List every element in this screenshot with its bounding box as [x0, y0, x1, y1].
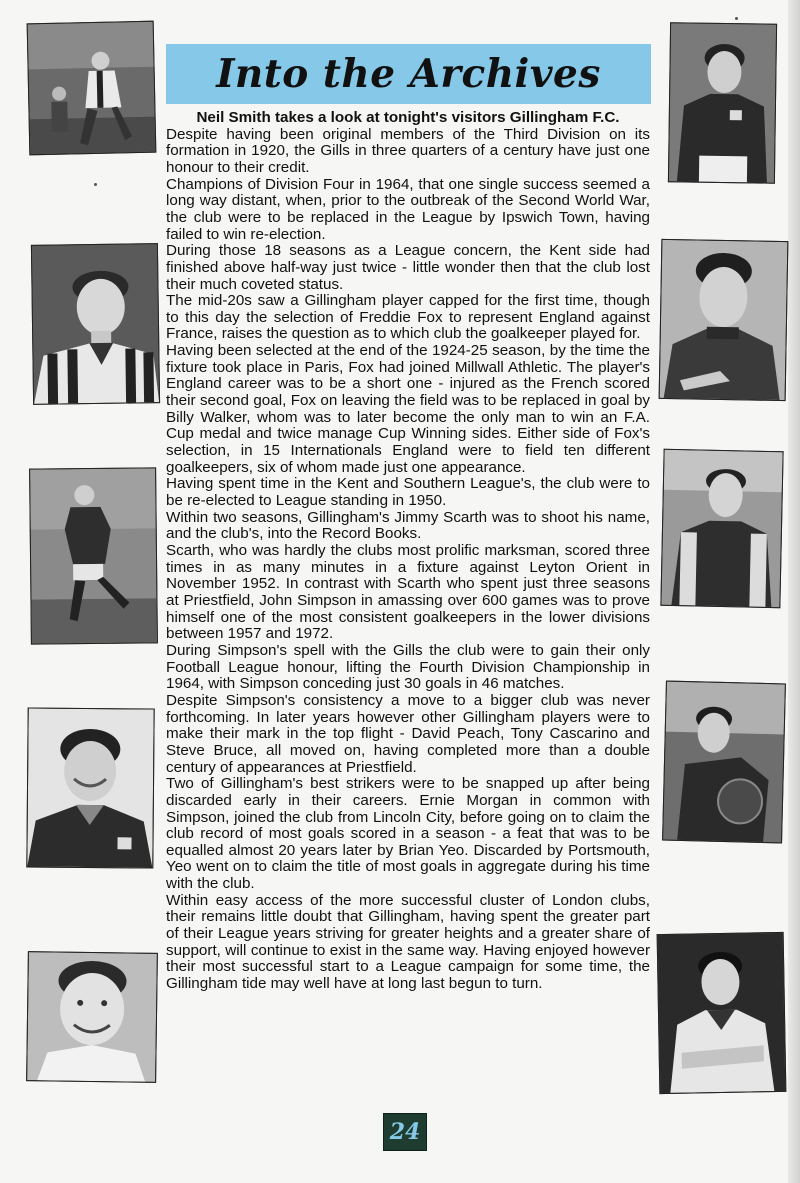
article-paragraph: Within easy access of the more successful cluster of London clubs, their remains little doubt that Gillingham, having spent the greater part of their League years striving for greater heights and a greater share of support, will continue to exist in the same way. Having enjoyed however their most successful start to a League campaign for some time, the Gillingham tide may well have at long last begun to turn. — [166, 891, 650, 993]
player-photo-striped-shirt — [31, 243, 160, 405]
player-photo-arms-folded — [657, 932, 787, 1094]
player-photo-stadium — [660, 449, 783, 608]
article-paragraph: During Simpson's spell with the Gills the club were to gain their only Football League honour, lifting the Fourth Division Championship in 1964, with Simpson conceding just 30 goals in 46 matches. — [166, 641, 650, 693]
player-photo-sweater — [659, 239, 789, 401]
article-body — [166, 110, 650, 993]
player-photo-smiling — [26, 707, 154, 868]
title-banner — [166, 44, 651, 104]
player-photo-action — [27, 21, 157, 156]
article-paragraph: Having spent time in the Kent and Southern League's, the club were to be re-elected to League standing in 1950. — [166, 475, 650, 510]
article-paragraph: The mid-20s saw a Gillingham player capped for the first time, though to this day the selection of Freddie Fox to represent England against France, raises the question as to which club the goalkeeper played for. — [166, 292, 650, 343]
page-number-badge — [383, 1113, 427, 1151]
print-speck — [94, 183, 97, 186]
article-paragraph: Champions of Division Four in 1964, that one single success seemed a long way distant, when, prior to the outbreak of the Second World War, the club were to be replaced in the League by Ipswich Town, having failed to win re-election. — [166, 175, 650, 243]
player-photo-goalkeeper — [668, 22, 777, 183]
player-photo-goalkeeper-ball — [662, 681, 786, 844]
article-paragraph: Two of Gillingham's best strikers were to be snapped up after being discarded early in their careers. Ernie Morgan in common with Simpson, joined the club from Lincoln City, before going on to claim the club record of most goals scored in a season - a feat that was to be equalled almost 20 years later by Brian Yeo. Discarded by Portsmouth, Yeo went on to claim the title of most goals in aggregate during his time with the club. — [166, 775, 650, 893]
article-paragraph: Despite Simpson's consistency a move to a bigger club was never forthcoming. In later years however other Gillingham players were to make their mark in the top flight - David Peach, Tony Cascarino and Steve Bruce, all moved on, having completed more than a double century of appearances at Priestfield. — [166, 691, 650, 776]
player-photo-portrait — [26, 951, 158, 1083]
article-paragraph: Scarth, who was hardly the clubs most prolific marksman, scored three times in as many minutes in a fixture against Leyton Orient in November 1952. In contrast with Scarth who spent just three seasons at Priestfield, John Simpson in amassing over 600 games was to prove himself one of the most consistent goalkeepers in the lower divisions between 1957 and 1972. — [166, 542, 650, 643]
article-byline: Neil Smith takes a look at tonight's visitors Gillingham F.C. — [196, 109, 620, 126]
page-number: 24 — [389, 1119, 421, 1145]
page-title: Into the Archives — [216, 51, 601, 97]
article-paragraph: Within two seasons, Gillingham's Jimmy Scarth was to shoot his name, and the club's, into the Record Books. — [166, 508, 650, 543]
player-photo-kicking — [29, 467, 158, 644]
article-paragraph: During those 18 seasons as a League concern, the Kent side had finished above half-way just twice - little wonder then that the club lost their much coveted status. — [166, 242, 650, 293]
article-paragraph: Despite having been original members of the Third Division on its formation in 1920, the Gills in three quarters of a century have just one honour to their credit. — [166, 125, 650, 176]
print-speck — [735, 17, 738, 20]
article-paragraph: Having been selected at the end of the 1924-25 season, by the time the fixture took place in Paris, Fox had joined Millwall Athletic. The player's England career was to be a short one - injured as the French scored their second goal, Fox on leaving the field was to be replaced in goal by Billy Walker, whom was to later become the only man to win an F.A. Cup medal and twice manage Cup Winning sides. Either side of Fox's selection, in 15 Internationals England were to field ten different goalkeepers, six of whom made just one appearance. — [166, 342, 650, 476]
page-edge-shadow — [788, 0, 800, 1183]
